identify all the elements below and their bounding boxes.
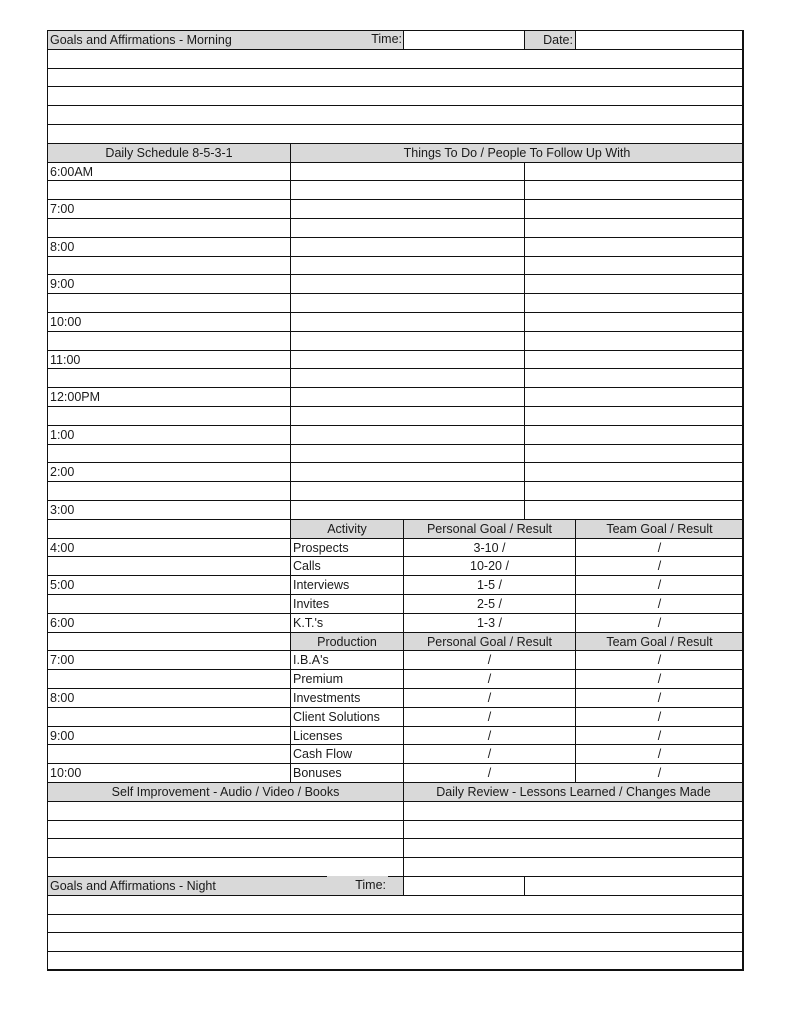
production-name: Client Solutions bbox=[290, 707, 404, 727]
self-improvement-line[interactable] bbox=[47, 820, 404, 840]
morning-goals-line[interactable] bbox=[47, 49, 744, 69]
schedule-time-slot[interactable]: 1:00 bbox=[47, 425, 291, 445]
morning-goals-title: Goals and Affirmations - Morning bbox=[47, 30, 404, 50]
todo-line-left[interactable] bbox=[290, 481, 525, 501]
schedule-time-slot[interactable]: 8:00 bbox=[47, 688, 291, 708]
morning-goals-line[interactable] bbox=[47, 124, 744, 144]
todo-line-left[interactable] bbox=[290, 237, 525, 257]
schedule-half-slot[interactable] bbox=[47, 218, 291, 238]
schedule-half-slot[interactable] bbox=[47, 744, 291, 764]
morning-goals-line[interactable] bbox=[47, 86, 744, 106]
production-personal-result[interactable]: / bbox=[403, 669, 576, 689]
activity-name: K.T.'s bbox=[290, 613, 404, 633]
todo-line-right[interactable] bbox=[524, 387, 744, 407]
production-name: I.B.A's bbox=[290, 650, 404, 670]
morning-goals-line[interactable] bbox=[47, 68, 744, 88]
activity-team-result[interactable]: / bbox=[575, 575, 744, 595]
todo-line-right[interactable] bbox=[524, 350, 744, 370]
schedule-half-slot[interactable] bbox=[47, 632, 291, 652]
production-personal-result[interactable]: / bbox=[403, 726, 576, 746]
schedule-time-slot[interactable]: 7:00 bbox=[47, 650, 291, 670]
activity-team-result[interactable]: / bbox=[575, 538, 744, 558]
todo-line-right[interactable] bbox=[524, 218, 744, 238]
todo-line-left[interactable] bbox=[290, 312, 525, 332]
morning-date-label: Date: bbox=[524, 30, 576, 50]
activity-team-result[interactable]: / bbox=[575, 556, 744, 576]
todo-line-left[interactable] bbox=[290, 406, 525, 426]
todo-line-left[interactable] bbox=[290, 293, 525, 313]
self-improvement-line[interactable] bbox=[47, 801, 404, 821]
todo-line-left[interactable] bbox=[290, 256, 525, 276]
schedule-half-slot[interactable] bbox=[47, 669, 291, 689]
morning-time-field[interactable] bbox=[403, 30, 525, 50]
todo-line-left[interactable] bbox=[290, 180, 525, 200]
schedule-time-slot[interactable]: 8:00 bbox=[47, 237, 291, 257]
todo-line-right[interactable] bbox=[524, 500, 744, 520]
todo-line-right[interactable] bbox=[524, 312, 744, 332]
night-goals-line[interactable] bbox=[47, 914, 744, 934]
todo-line-left[interactable] bbox=[290, 425, 525, 445]
daily-review-line[interactable] bbox=[403, 801, 744, 821]
production-name: Bonuses bbox=[290, 763, 404, 783]
production-personal-result[interactable]: / bbox=[403, 707, 576, 727]
schedule-time-slot[interactable]: 10:00 bbox=[47, 763, 291, 783]
production-name: Investments bbox=[290, 688, 404, 708]
production-name: Licenses bbox=[290, 726, 404, 746]
todo-line-left[interactable] bbox=[290, 331, 525, 351]
activity-personal-result[interactable]: 10-20 / bbox=[403, 556, 576, 576]
todo-line-right[interactable] bbox=[524, 462, 744, 482]
activity-team-result[interactable]: / bbox=[575, 613, 744, 633]
production-name: Premium bbox=[290, 669, 404, 689]
schedule-time-slot[interactable]: 2:00 bbox=[47, 462, 291, 482]
activity-personal-header: Personal Goal / Result bbox=[403, 519, 576, 539]
production-personal-result[interactable]: / bbox=[403, 763, 576, 783]
schedule-time-slot[interactable]: 11:00 bbox=[47, 350, 291, 370]
todo-line-right[interactable] bbox=[524, 256, 744, 276]
schedule-time-slot[interactable]: 3:00 bbox=[47, 500, 291, 520]
todo-line-right[interactable] bbox=[524, 162, 744, 182]
schedule-half-slot[interactable] bbox=[47, 481, 291, 501]
schedule-time-slot[interactable]: 6:00AM bbox=[47, 162, 291, 182]
todo-line-right[interactable] bbox=[524, 444, 744, 464]
todo-line-left[interactable] bbox=[290, 274, 525, 294]
production-personal-result[interactable]: / bbox=[403, 744, 576, 764]
activity-name: Calls bbox=[290, 556, 404, 576]
schedule-time-slot[interactable]: 10:00 bbox=[47, 312, 291, 332]
todo-line-left[interactable] bbox=[290, 500, 525, 520]
activity-team-result[interactable]: / bbox=[575, 594, 744, 614]
night-goals-line[interactable] bbox=[47, 895, 744, 915]
todo-line-left[interactable] bbox=[290, 387, 525, 407]
schedule-time-slot[interactable]: 9:00 bbox=[47, 726, 291, 746]
production-team-result[interactable]: / bbox=[575, 744, 744, 764]
daily-review-line[interactable] bbox=[403, 857, 744, 877]
production-team-result[interactable]: / bbox=[575, 650, 744, 670]
self-improvement-header: Self Improvement - Audio / Video / Books bbox=[47, 782, 404, 802]
todo-line-right[interactable] bbox=[524, 406, 744, 426]
schedule-time-slot[interactable]: 12:00PM bbox=[47, 387, 291, 407]
daily-review-line[interactable] bbox=[403, 838, 744, 858]
schedule-half-slot[interactable] bbox=[47, 293, 291, 313]
todo-line-right[interactable] bbox=[524, 274, 744, 294]
todo-line-right[interactable] bbox=[524, 481, 744, 501]
night-time-field[interactable] bbox=[403, 876, 525, 896]
night-extra-field[interactable] bbox=[524, 876, 744, 896]
schedule-time-slot[interactable]: 9:00 bbox=[47, 274, 291, 294]
production-team-result[interactable]: / bbox=[575, 669, 744, 689]
schedule-half-slot[interactable] bbox=[47, 256, 291, 276]
todo-line-left[interactable] bbox=[290, 350, 525, 370]
schedule-time-slot[interactable]: 5:00 bbox=[47, 575, 291, 595]
todo-line-left[interactable] bbox=[290, 444, 525, 464]
night-time-label: Time: bbox=[327, 876, 388, 896]
schedule-half-slot[interactable] bbox=[47, 556, 291, 576]
things-to-do-header: Things To Do / People To Follow Up With bbox=[290, 143, 744, 163]
daily-review-line[interactable] bbox=[403, 820, 744, 840]
morning-date-field[interactable] bbox=[575, 30, 744, 50]
todo-line-right[interactable] bbox=[524, 368, 744, 388]
todo-line-right[interactable] bbox=[524, 425, 744, 445]
schedule-half-slot[interactable] bbox=[47, 331, 291, 351]
production-team-result[interactable]: / bbox=[575, 726, 744, 746]
schedule-time-slot[interactable]: 6:00 bbox=[47, 613, 291, 633]
schedule-half-slot[interactable] bbox=[47, 180, 291, 200]
todo-line-right[interactable] bbox=[524, 331, 744, 351]
night-goals-line[interactable] bbox=[47, 951, 744, 971]
production-team-result[interactable]: / bbox=[575, 688, 744, 708]
production-personal-header: Personal Goal / Result bbox=[403, 632, 576, 652]
todo-line-left[interactable] bbox=[290, 462, 525, 482]
night-goals-line[interactable] bbox=[47, 932, 744, 952]
todo-line-right[interactable] bbox=[524, 237, 744, 257]
production-header: Production bbox=[290, 632, 404, 652]
self-improvement-line[interactable] bbox=[47, 838, 404, 858]
schedule-half-slot[interactable] bbox=[47, 406, 291, 426]
schedule-half-slot[interactable] bbox=[47, 519, 291, 539]
production-team-result[interactable]: / bbox=[575, 763, 744, 783]
activity-personal-result[interactable]: 2-5 / bbox=[403, 594, 576, 614]
activity-team-header: Team Goal / Result bbox=[575, 519, 744, 539]
production-name: Cash Flow bbox=[290, 744, 404, 764]
production-personal-result[interactable]: / bbox=[403, 650, 576, 670]
activity-header: Activity bbox=[290, 519, 404, 539]
todo-line-right[interactable] bbox=[524, 180, 744, 200]
todo-line-right[interactable] bbox=[524, 293, 744, 313]
activity-name: Prospects bbox=[290, 538, 404, 558]
schedule-half-slot[interactable] bbox=[47, 444, 291, 464]
activity-name: Invites bbox=[290, 594, 404, 614]
activity-personal-result[interactable]: 3-10 / bbox=[403, 538, 576, 558]
activity-personal-result[interactable]: 1-3 / bbox=[403, 613, 576, 633]
daily-review-header: Daily Review - Lessons Learned / Changes Made bbox=[403, 782, 744, 802]
schedule-half-slot[interactable] bbox=[47, 368, 291, 388]
self-improvement-line[interactable] bbox=[47, 857, 404, 877]
activity-name: Interviews bbox=[290, 575, 404, 595]
todo-line-left[interactable] bbox=[290, 199, 525, 219]
todo-line-left[interactable] bbox=[290, 162, 525, 182]
schedule-time-slot[interactable]: 4:00 bbox=[47, 538, 291, 558]
schedule-time-slot[interactable]: 7:00 bbox=[47, 199, 291, 219]
todo-line-left[interactable] bbox=[290, 218, 525, 238]
activity-personal-result[interactable]: 1-5 / bbox=[403, 575, 576, 595]
production-team-header: Team Goal / Result bbox=[575, 632, 744, 652]
todo-line-left[interactable] bbox=[290, 368, 525, 388]
night-goals-title: Goals and Affirmations - Night bbox=[47, 876, 404, 896]
daily-schedule-header: Daily Schedule 8-5-3-1 bbox=[47, 143, 291, 163]
production-personal-result[interactable]: / bbox=[403, 688, 576, 708]
schedule-half-slot[interactable] bbox=[47, 594, 291, 614]
schedule-half-slot[interactable] bbox=[47, 707, 291, 727]
morning-time-label: Time: bbox=[347, 30, 404, 50]
todo-line-right[interactable] bbox=[524, 199, 744, 219]
morning-goals-line[interactable] bbox=[47, 105, 744, 125]
production-team-result[interactable]: / bbox=[575, 707, 744, 727]
